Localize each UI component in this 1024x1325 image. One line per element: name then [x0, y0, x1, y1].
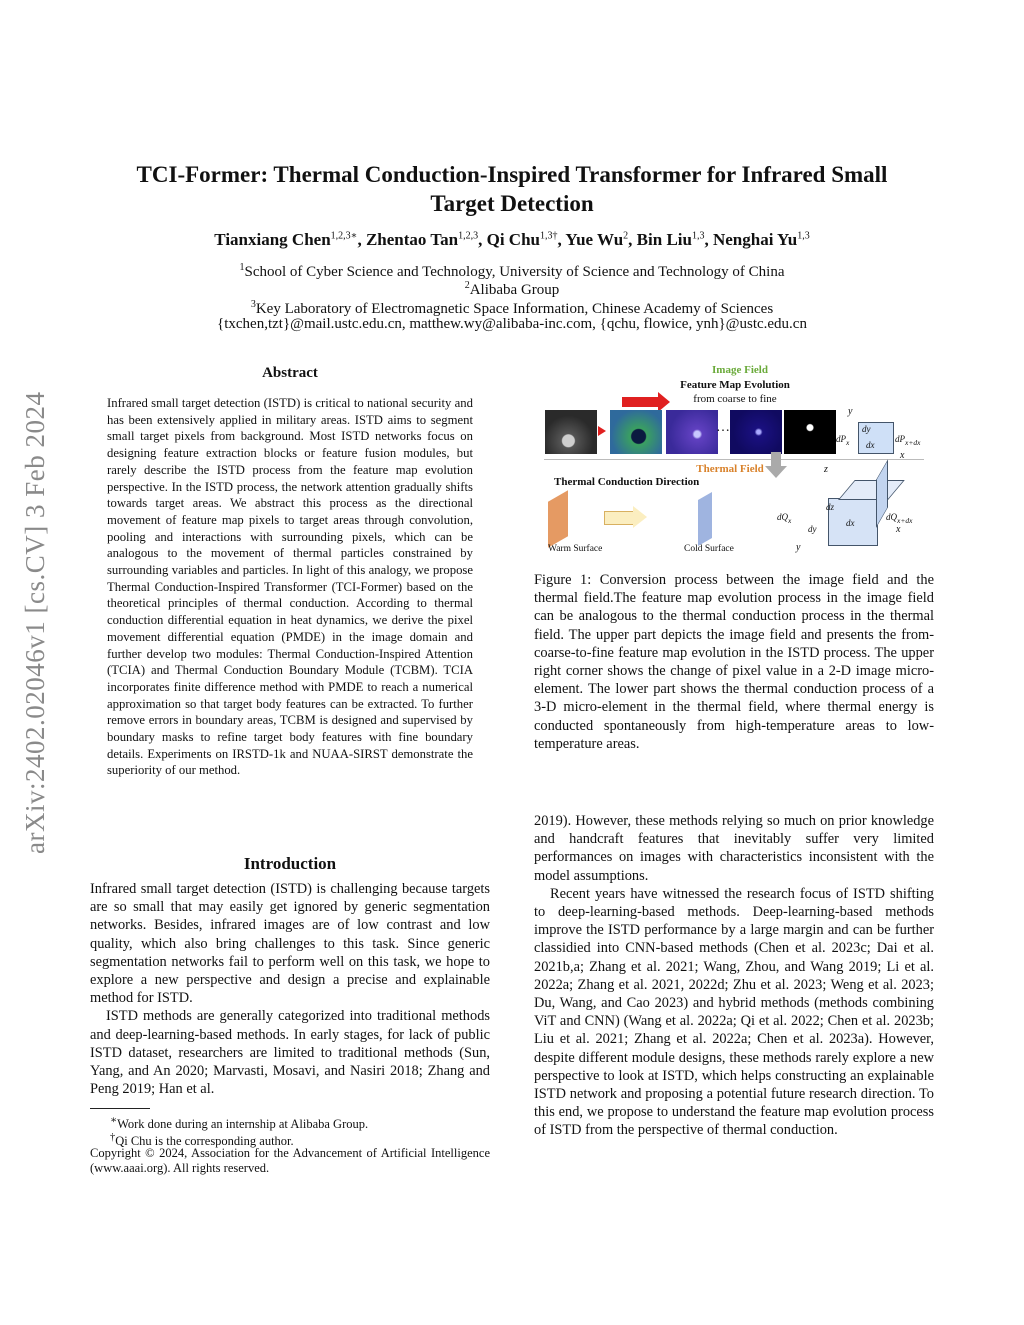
warm-surface-label: Warm Surface — [548, 544, 603, 554]
dy-label-2d: dy — [862, 424, 871, 434]
coarse-to-fine-label: from coarse to fine — [693, 393, 777, 405]
author-emails: {txchen,tzt}@mail.ustc.edu.cn, matthew.wy@alibaba-inc.com, {qchu, flowice, ynh}@ustc.edu.cn — [217, 316, 807, 332]
dqx-label: $dQ_x$ — [777, 512, 792, 525]
author: Yue Wu$^2$, — [565, 230, 637, 249]
conduction-arrow-head — [633, 506, 647, 528]
feature-map-thumbnail-1 — [610, 410, 662, 454]
figure-1-caption: Figure 1: Conversion process between the image field and the thermal field.The feature map evolution process in the image field can be analogous to the thermal conduction process in the thermal field. The upper part depicts the image field and presents the from-coarse-to-fine feature map evolution in the ISTD process. The upper right corner shows the change of pixel value in a 2-D image micro-element. The lower part shows the thermal conduction process of a 3-D micro-element in the thermal field, where thermal energy is conducted spontaneously from high-temperature areas to low-temperature areas. — [534, 572, 934, 752]
dqxdx-label: $dQ_{x+dx}$ — [886, 512, 913, 525]
intro-paragraph-1: Infrared small target detection (ISTD) is challenging because targets are so small that may easily get ignored by generic segmentation networks. Besides, infrared images are of low contrast and low quality, which also bring challenges to this task. Since generic segmentation networks fail to perform well on this task, we hope to explore a new perspective and design a precise and explainable method for ISTD. — [90, 881, 490, 1007]
abstract-heading: Abstract — [262, 365, 318, 381]
dx-label-2d: dx — [866, 440, 875, 450]
dy-label-3d: dy — [808, 524, 817, 534]
axis-y-2d: y — [848, 406, 853, 417]
copyright-notice: Copyright © 2024, Association for the Advancement of Artificial Intelligence (www.aaai.org). All rights reserved. — [90, 1146, 490, 1175]
abstract-body: Infrared small target detection (ISTD) is critical to national security and has been extensively applied in military areas. ISTD aims to segment small target pixels from background. Most ISTD networks focus on designing feature extraction blocks or feature fusion modules, but rarely describe the ISTD process from the feature map evolution perspective. In the ISTD process, the network attention gradually shifts towards target areas. We abstract this process as the directional movement of feature map pixels to target areas through convolution, pooling and interactions with surrounding pixels, which can be analogous to the movement of thermal particles constrained by surrounding variables and particles. In light of this analogy, we propose Thermal Conduction-Inspired Transformer (TCI-Former) based on the theoretical principles of thermal conduction. According to thermal conduction differential equation in heat dynamics, we derive the pixel movement differential equation (PMDE) in the image domain and further develop two modules: Thermal Conduction-Inspired Attention (TCIA) and Thermal Conduction Boundary Module (TCBM). TCIA incorporates finite difference method with PMDE to reach a numerical approximation so that target body features can be extracted. To further remove errors in boundary areas, TCBM is designed and supervised by boundary masks to refine target body features with fine boundary details. Experiments on IRSTD-1k and NUAA-SIRST demonstrate the superiority of our method. — [107, 396, 473, 778]
axis-z-3d: z — [824, 464, 828, 475]
axis-x-3d: x — [896, 524, 901, 535]
figure-divider — [544, 459, 924, 460]
conduction-arrow-shaft — [604, 511, 634, 525]
author: Tianxiang Chen$^{1,2,3∗}$, — [214, 230, 366, 249]
footnote-2: †Qi Chu is the corresponding author. — [110, 1132, 294, 1149]
title-line-2: Target Detection — [430, 191, 594, 216]
thermal-field-label: Thermal Field — [696, 463, 764, 475]
image-field-label: Image Field — [712, 364, 768, 376]
small-red-arrow — [598, 426, 606, 436]
right-paragraph-2: Recent years have witnessed the research focus of ISTD shifting to deep-learning-based methods. Deep-learning-based methods improve the ISTD performance by a large margin and can be further classidied into CNN-based methods (Chen et al. 2023c; Dai et al. 2021b,a; Zhang et al. 2021; Wang, Zhou, and Wang 2019; Li et al. 2022a; Zhang et al. 2021, 2022d; Zhu et al. 2023; Weng et al. 2023; Du, Wang, and Cao 2023) and hybrid methods (methods combining ViT and CNN) (Wang et al. 2022a; Qi et al. 2022; Chen et al. 2023b; Liu et al. 2021; Zhang et al. 2022a; Chen et al. 2023a). However, despite different module designs, these methods rarely explore a new perspective to look at ISTD, which helps constructing an explainable ISTD network and proposing a potential future research direction. To this end, we propose to understand the feature map evolution process of ISTD from the perspective of thermal conduction. — [534, 885, 934, 1139]
right-column-body — [534, 812, 934, 1140]
footnote-1: ∗Work done during an internship at Alibaba Group. — [110, 1115, 369, 1132]
author: Qi Chu$^{1,3\dagger}$, — [486, 230, 566, 249]
axis-x-2d: x — [900, 450, 905, 461]
red-arrow-head — [658, 392, 670, 412]
micro-element-3d-top — [838, 480, 905, 500]
output-mask-thumbnail — [784, 410, 836, 454]
ellipsis: … — [716, 420, 730, 435]
affiliation-3: $^3$Key Laboratory of Electromagnetic Space Information, Chinese Academy of Sciences — [250, 299, 774, 317]
dpxdx-label: $dP_{x+dx}$ — [895, 434, 921, 447]
feature-map-thumbnail-3 — [730, 410, 782, 454]
cold-surface — [698, 492, 712, 546]
dx-label-3d: dx — [846, 518, 855, 528]
intro-paragraph-2: ISTD methods are generally categorized into traditional methods and deep-learning-based methods. In early stages, for lack of public ISTD dataset, researchers are limited to traditional methods (Sun, Yang, and An 2020; Marvasti, Mosavi, and Nasiri 2018; Zhang and Peng 2019; Han et al. — [90, 1008, 490, 1098]
author: Nenghai Yu$^{1,3}$ — [712, 230, 810, 249]
author-list — [100, 230, 924, 250]
author: Bin Liu$^{1,3}$, — [636, 230, 713, 249]
conduction-direction-label: Thermal Conduction Direction — [554, 476, 700, 488]
warm-surface — [548, 490, 568, 548]
affiliation-2: $^2$Alibaba Group — [464, 280, 560, 298]
affiliation-1: $^1$School of Cyber Science and Technology, University of Science and Technology of China — [239, 262, 785, 280]
paper-title — [100, 160, 924, 218]
footnote-rule — [90, 1108, 150, 1109]
feature-map-evolution-label: Feature Map Evolution — [680, 379, 790, 391]
feature-map-thumbnail-2 — [666, 410, 718, 454]
author: Zhentao Tan$^{1,2,3}$, — [365, 230, 487, 249]
dz-label-3d: dz — [826, 502, 835, 512]
figure-1 — [540, 360, 940, 570]
dpx-label: $dP_x$ — [836, 434, 850, 447]
introduction-heading: Introduction — [243, 854, 337, 873]
axis-y-3d: y — [796, 542, 801, 553]
introduction-body — [90, 880, 490, 1098]
cold-surface-label: Cold Surface — [684, 544, 734, 554]
arxiv-sidebar-stamp: arXiv:2402.02046v1 [cs.CV] 3 Feb 2024 — [20, 391, 50, 854]
title-line-1: TCI-Former: Thermal Conduction-Inspired Transformer for Infrared Small — [136, 162, 888, 187]
infrared-input-thumbnail — [545, 410, 597, 454]
red-arrow-shaft — [622, 397, 660, 407]
right-paragraph-1: 2019). However, these methods relying so much on prior knowledge and handcraft features that inevitably suffer very limited performances on images with characteristics inconsistent with the model assumptions. — [534, 813, 934, 884]
